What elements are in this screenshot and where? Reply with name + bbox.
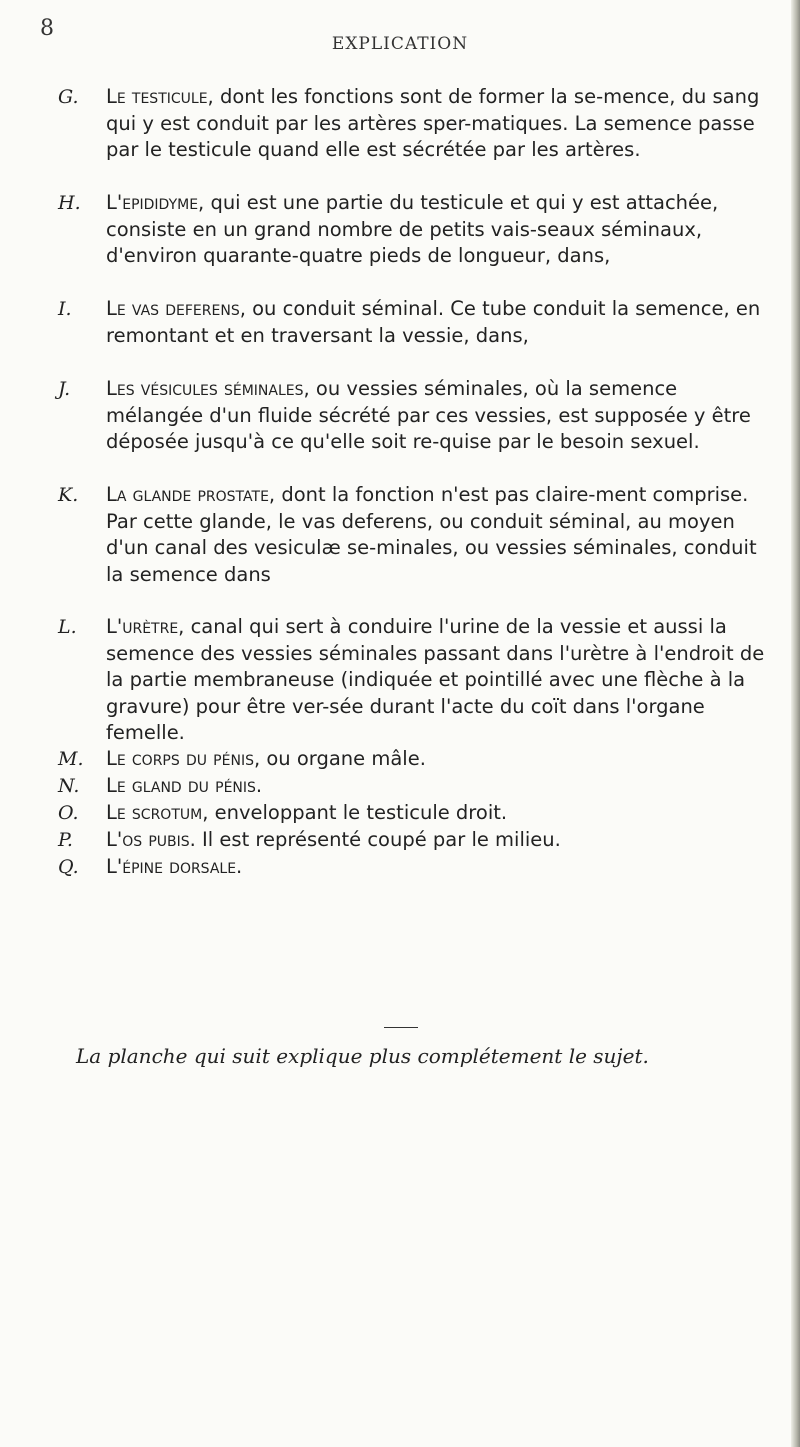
- closing-note: La planche qui suit explique plus complétement le sujet.: [76, 1044, 649, 1068]
- running-head: EXPLICATION: [331, 34, 469, 54]
- entry-text: dont les fonctions sont de former la se-mence, du sang qui y est conduit par les artères sper-matiques. La semence passe par le testicule quand elle est sécrétée par les artères.: [106, 85, 760, 161]
- page-edge: [791, 0, 800, 1447]
- entry-text: ou vessies séminales, où la semence mélangée d'un fluide sécrété par ces vessies, est supposée y être déposée jusqu'à ce qu'elle soit re-quise par le besoin sexuel.: [106, 377, 751, 453]
- entry-letter: K.: [58, 484, 79, 506]
- entry-term: Les vésicules séminales,: [106, 377, 310, 400]
- entry-term: L'os pubis.: [106, 828, 196, 851]
- entry-letter: M.: [58, 748, 84, 770]
- entry-term: Le testicule,: [106, 85, 214, 108]
- legend-entry-i: [58, 296, 772, 376]
- legend-entry-j: [58, 376, 772, 482]
- entry-text: ou organe mâle.: [260, 747, 426, 770]
- entry-text: dont la fonction n'est pas claire-ment comprise. Par cette glande, le vas deferens, ou conduit séminal, au moyen d'un canal des vesiculæ se-minales, ou vessies séminales, conduit la semence dans: [106, 483, 757, 586]
- entry-letter: N.: [58, 775, 80, 797]
- legend-entry-o: [58, 800, 772, 827]
- legend-entry-l: [58, 614, 772, 746]
- entry-letter: H.: [58, 192, 81, 214]
- entry-term: L'urètre,: [106, 615, 185, 638]
- entry-term: La glande prostate,: [106, 483, 276, 506]
- entry-letter: G.: [58, 86, 79, 108]
- entry-term: Le gland du pénis.: [106, 774, 263, 797]
- entry-letter: L.: [58, 616, 77, 638]
- legend-entry-g: [58, 84, 772, 190]
- entry-text: ou conduit séminal. Ce tube conduit la semence, en remontant et en traversant la vessie, dans,: [106, 297, 761, 347]
- entry-term: L'epididyme,: [106, 191, 205, 214]
- entry-letter: J.: [58, 378, 71, 400]
- entry-term: Le vas deferens,: [106, 297, 246, 320]
- entry-letter: Q.: [58, 856, 79, 878]
- entry-term: L'épine dorsale.: [106, 855, 243, 878]
- legend-entry-k: [58, 482, 772, 614]
- section-divider: [384, 1027, 418, 1028]
- entry-text: enveloppant le testicule droit.: [208, 801, 508, 824]
- legend-list: [58, 84, 772, 881]
- entry-letter: I.: [58, 298, 72, 320]
- entry-text: qui est une partie du testicule et qui y est attachée, consiste en un grand nombre de petits vais-seaux séminaux, d'environ quarante-quatre pieds de longueur, dans,: [106, 191, 719, 267]
- entry-letter: O.: [58, 802, 79, 824]
- legend-entry-n: [58, 773, 772, 800]
- legend-entry-q: [58, 854, 772, 881]
- entry-term: Le corps du pénis,: [106, 747, 261, 770]
- legend-entry-m: [58, 746, 772, 773]
- entry-text: canal qui sert à conduire l'urine de la vessie et aussi la semence des vessies séminales passant dans l'urètre à l'endroit de la partie membraneuse (indiquée et pointillé avec une flèche à la gravure) pour être ver-sée durant l'acte du coït dans l'organe femelle.: [106, 615, 765, 744]
- entry-text: Il est représenté coupé par le milieu.: [195, 828, 561, 851]
- legend-entry-p: [58, 827, 772, 854]
- legend-entry-h: [58, 190, 772, 296]
- entry-term: Le scrotum,: [106, 801, 209, 824]
- entry-letter: P.: [58, 829, 73, 851]
- page-number: 8: [40, 16, 54, 41]
